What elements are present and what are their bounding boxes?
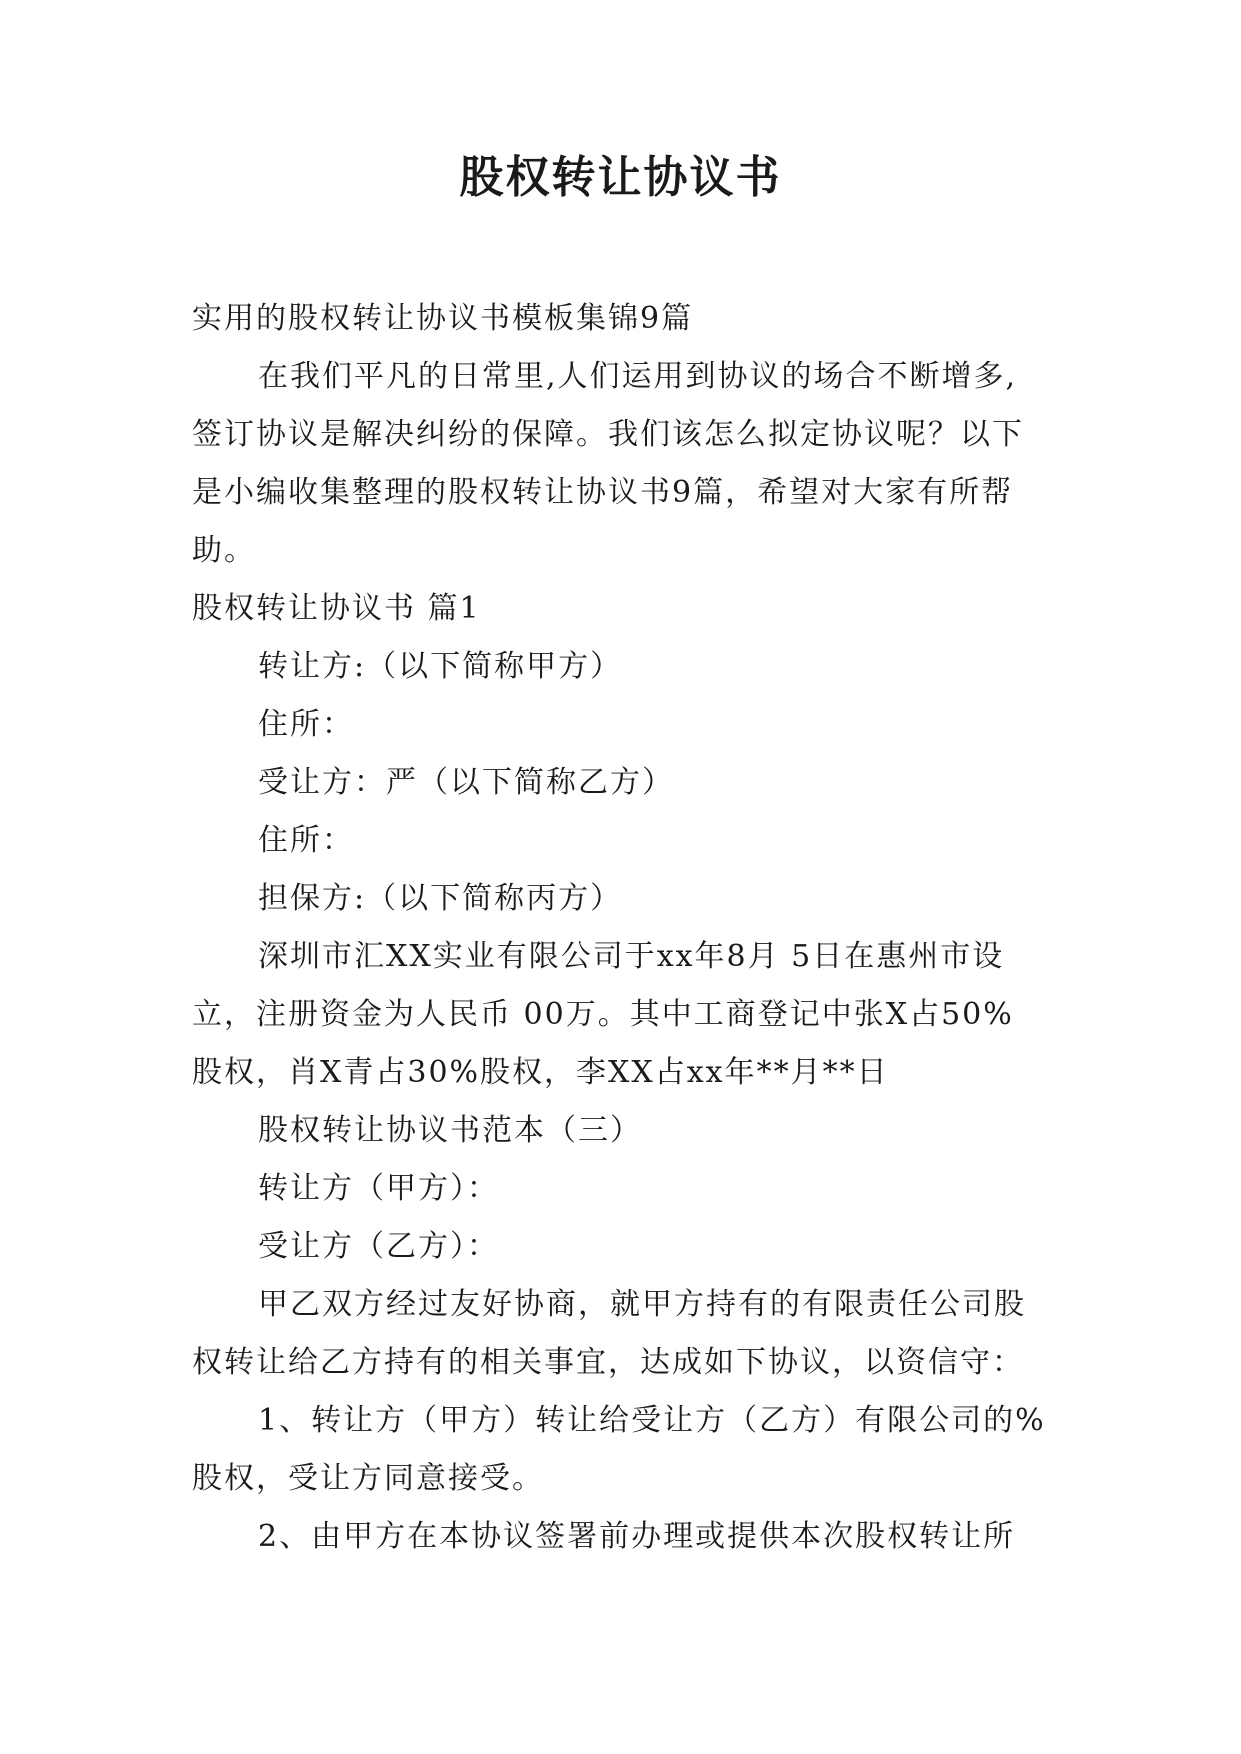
text-line: 在我们平凡的日常里,人们运用到协议的场合不断增多, <box>258 359 1018 394</box>
text-line: 股权，受让方同意接受。 <box>192 1461 544 1496</box>
text-line: 担保方:（以下简称丙方） <box>258 881 623 916</box>
text-line: 股权，肖X青占30%股权，李XX占xx年**月**日 <box>192 1055 889 1090</box>
text-line: 签订协议是解决纠纷的保障。我们该怎么拟定协议呢？以下 <box>192 417 1024 452</box>
text-line: 是小编收集整理的股权转让协议书9篇，希望对大家有所帮 <box>192 475 1014 510</box>
text-line: 实用的股权转让协议书模板集锦9篇 <box>192 301 694 336</box>
text-line: 转让方:（以下简称甲方） <box>258 649 623 684</box>
text-line: 深圳市汇XX实业有限公司于xx年8月 5日在惠州市设 <box>258 939 1005 974</box>
text-line: 住所： <box>258 823 354 858</box>
text-line: 助。 <box>192 533 256 568</box>
text-line: 受让方：严（以下简称乙方） <box>258 765 674 800</box>
document-title: 股权转让协议书 <box>459 152 782 203</box>
text-line: 2、由甲方在本协议签署前办理或提供本次股权转让所 <box>258 1519 1016 1554</box>
text-line: 甲乙双方经过友好协商，就甲方持有的有限责任公司股 <box>258 1287 1026 1322</box>
text-line: 立，注册资金为人民币 00万。其中工商登记中张X占50% <box>192 997 1014 1032</box>
text-line: 股权转让协议书 篇1 <box>192 591 481 626</box>
text-line: 股权转让协议书范本（三） <box>258 1113 642 1148</box>
text-line: 受让方（乙方）： <box>258 1229 499 1264</box>
text-line: 住所： <box>258 707 354 742</box>
document-body <box>192 290 1062 1566</box>
text-line: 1、转让方（甲方）转让给受让方（乙方）有限公司的% <box>258 1403 1046 1438</box>
text-line: 权转让给乙方持有的相关事宜，达成如下协议，以资信守： <box>192 1345 1024 1380</box>
text-line: 转让方（甲方）： <box>258 1171 499 1206</box>
